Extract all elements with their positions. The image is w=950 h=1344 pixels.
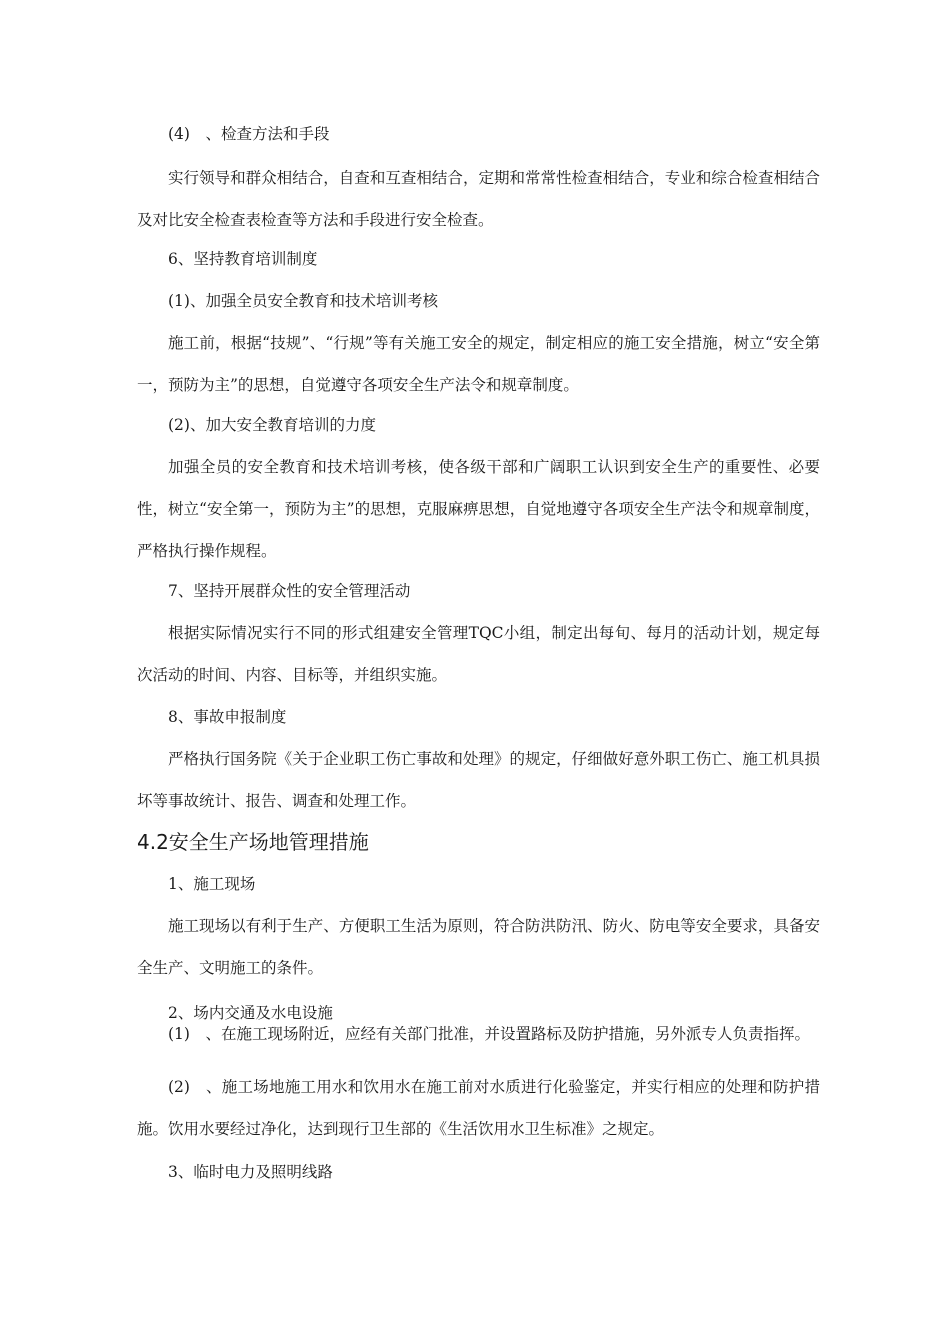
- paragraph-pre-construction-body: 施工前，根据“技规”、“行规”等有关施工安全的规定，制定相应的施工安全措施，树立“安全第一，预防为主”的思想，自觉遵守各项安全生产法令和规章制度。: [137, 334, 820, 394]
- paragraph-increase-training-heading: (2)、加大安全教育培训的力度: [168, 416, 376, 434]
- paragraph-site-body: 施工现场以有利于生产、方便职工生活为原则，符合防洪防汛、防火、防电等安全要求，具备安全生产、文明施工的条件。: [137, 917, 820, 977]
- paragraph-mass-activities-body: 根据实际情况实行不同的形式组建安全管理TQC小组，制定出每旬、每月的活动计划，规定每次活动的时间、内容、目标等，并组织实施。: [137, 624, 820, 684]
- paragraph-check-methods-heading: (4) 、检查方法和手段: [168, 125, 330, 143]
- paragraph-accident-report-body: 严格执行国务院《关于企业职工伤亡事故和处理》的规定，仔细做好意外职工伤亡、施工机具损坏等事故统计、报告、调查和处理工作。: [137, 750, 820, 810]
- paragraph-check-methods-body: 实行领导和群众相结合，自查和互查相结合，定期和常常性检查相结合，专业和综合检查相结合及对比安全检查表检查等方法和手段进行安全检查。: [137, 169, 820, 229]
- paragraph-education-training-heading: 6、坚持教育培训制度: [168, 250, 318, 268]
- paragraph-power-heading: 3、临时电力及照明线路: [168, 1163, 333, 1181]
- paragraph-accident-report-heading: 8、事故申报制度: [168, 708, 287, 726]
- paragraph-water-item-2: (2) 、施工场地施工用水和饮用水在施工前对水质进行化验鉴定，并实行相应的处理和防护措施。饮用水要经过净化，达到现行卫生部的《生活饮用水卫生标准》之规定。: [137, 1078, 820, 1138]
- paragraph-traffic-heading: 2、场内交通及水电设施: [168, 1004, 333, 1022]
- paragraph-traffic-item-1: (1) 、在施工现场附近，应经有关部门批准，并设置路标及防护措施，另外派专人负责指挥。: [168, 1025, 810, 1043]
- paragraph-strengthen-training-heading: (1)、加强全员安全教育和技术培训考核: [168, 292, 438, 310]
- paragraph-increase-training-body: 加强全员的安全教育和技术培训考核，使各级干部和广阔职工认识到安全生产的重要性、必要性，树立“安全第一，预防为主”的思想，克服麻痹思想，自觉地遵守各项安全生产法令和规章制度，严格执行操作规程。: [137, 458, 820, 560]
- paragraph-site-heading: 1、施工现场: [168, 875, 256, 893]
- section-heading: 4.2安全生产场地管理措施: [137, 830, 369, 854]
- paragraph-mass-activities-heading: 7、坚持开展群众性的安全管理活动: [168, 582, 411, 600]
